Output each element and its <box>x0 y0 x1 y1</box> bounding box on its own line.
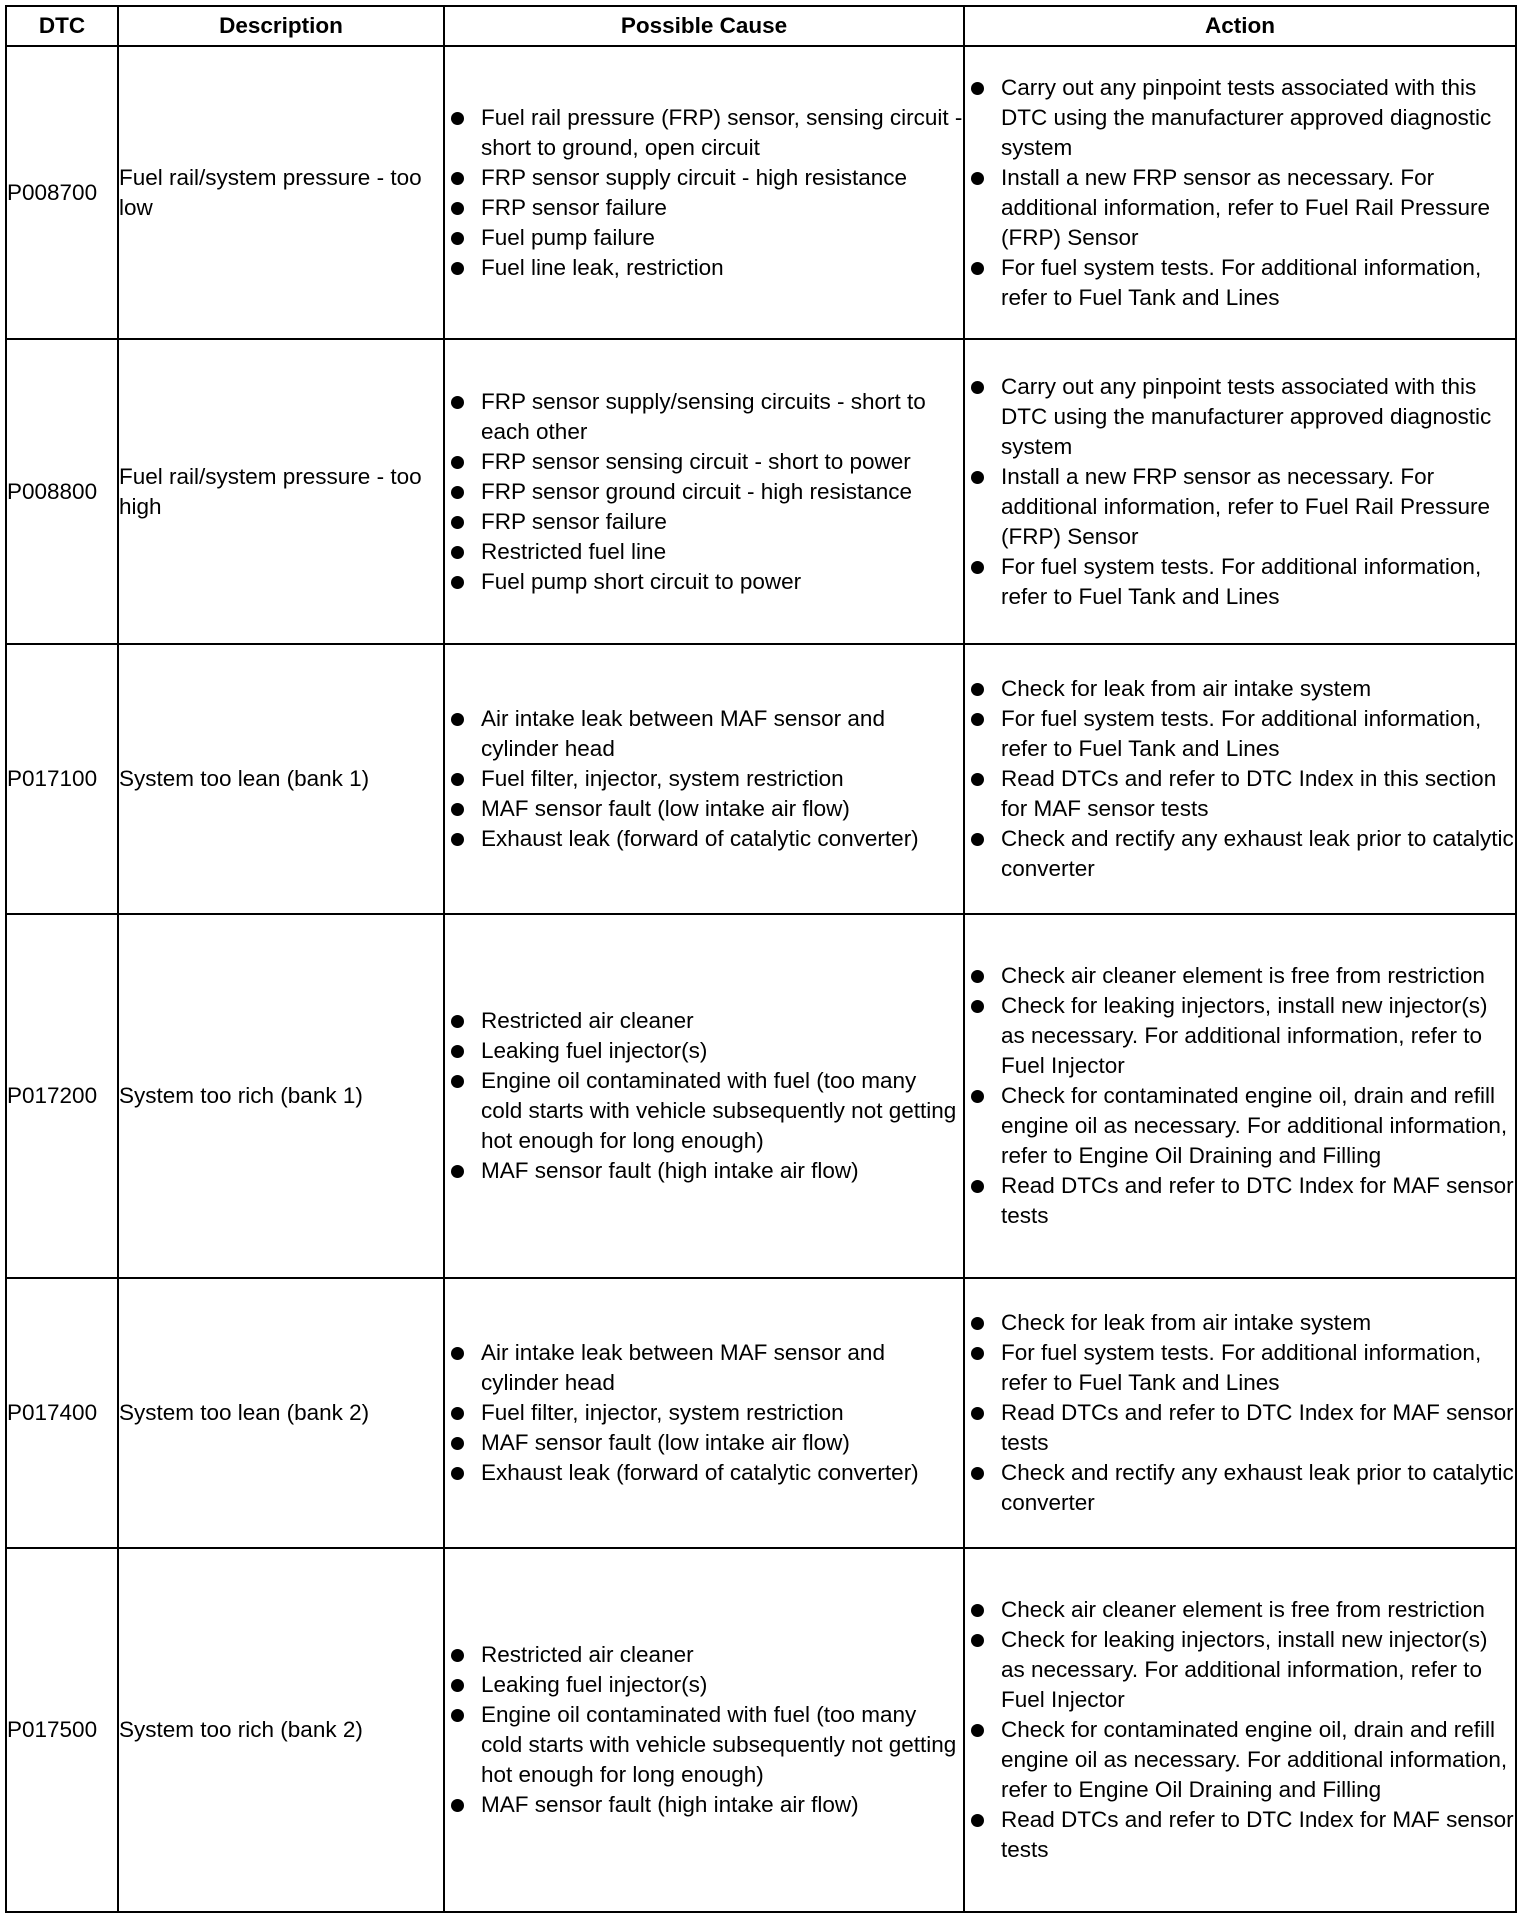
cause-item-text: FRP sensor supply/sensing circuits - short to each other <box>481 388 926 444</box>
bullet-icon <box>971 1317 984 1330</box>
table-row <box>6 914 1516 1278</box>
cause-item <box>445 794 963 824</box>
bullet-icon <box>451 112 464 125</box>
action-item <box>965 674 1515 704</box>
table-body <box>6 46 1516 1912</box>
action-item <box>965 991 1515 1081</box>
bullet-icon <box>451 456 464 469</box>
table-row <box>6 46 1516 339</box>
action-item <box>965 73 1515 163</box>
bullet-icon <box>971 1467 984 1480</box>
bullet-icon <box>971 82 984 95</box>
cause-item-text: Exhaust leak (forward of catalytic converter) <box>481 1460 919 1485</box>
bullet-icon <box>971 471 984 484</box>
table-header <box>6 6 1516 46</box>
action-item <box>965 1715 1515 1805</box>
bullet-icon <box>971 773 984 786</box>
cause-item <box>445 387 963 447</box>
bullet-icon <box>971 1634 984 1647</box>
action-item <box>965 253 1515 313</box>
bullet-icon <box>451 546 464 559</box>
dtc-description: Fuel rail/system pressure - too high <box>118 339 444 644</box>
cause-item <box>445 1066 963 1156</box>
action-item-text: Check and rectify any exhaust leak prior to catalytic converter <box>1001 1460 1514 1515</box>
action-item-text: For fuel system tests. For additional information, refer to Fuel Tank and Lines <box>1001 706 1482 761</box>
action-item-text: Install a new FRP sensor as necessary. For additional information, refer to Fuel Rail Pressure (FRP) Sensor <box>1001 463 1490 549</box>
cause-item-text: Restricted air cleaner <box>481 1008 694 1033</box>
bullet-icon <box>971 970 984 983</box>
cause-item <box>445 1790 963 1820</box>
action-item-text: Read DTCs and refer to DTC Index for MAF sensor tests <box>1001 1807 1514 1862</box>
cause-item-text: MAF sensor fault (low intake air flow) <box>481 1430 850 1455</box>
bullet-icon <box>971 381 984 394</box>
cause-item-text: Air intake leak between MAF sensor and cylinder head <box>481 706 885 761</box>
bullet-icon <box>971 1090 984 1103</box>
action-cell <box>964 644 1516 914</box>
cause-item <box>445 447 963 477</box>
bullet-icon <box>451 1045 464 1058</box>
cause-item <box>445 824 963 854</box>
bullet-icon <box>971 1180 984 1193</box>
bullet-icon <box>451 576 464 589</box>
cause-list <box>445 103 963 283</box>
cause-list <box>445 1338 963 1488</box>
cause-item-text: MAF sensor fault (high intake air flow) <box>481 1158 859 1183</box>
action-item <box>965 1338 1515 1398</box>
dtc-description: System too rich (bank 2) <box>118 1548 444 1912</box>
bullet-icon <box>451 1015 464 1028</box>
cause-item-text: Restricted air cleaner <box>481 1642 694 1667</box>
bullet-icon <box>451 1165 464 1178</box>
dtc-code: P017500 <box>6 1548 118 1912</box>
action-item <box>965 1308 1515 1338</box>
cause-item-text: FRP sensor supply circuit - high resistance <box>481 164 908 190</box>
bullet-icon <box>451 773 464 786</box>
action-item-text: For fuel system tests. For additional information, refer to Fuel Tank and Lines <box>1001 1340 1482 1395</box>
cause-list <box>445 387 963 597</box>
possible-cause-cell <box>444 1548 964 1912</box>
possible-cause-cell <box>444 339 964 644</box>
dtc-code: P017100 <box>6 644 118 914</box>
action-item <box>965 1458 1515 1518</box>
cause-item <box>445 1398 963 1428</box>
cause-item-text: FRP sensor failure <box>481 508 667 534</box>
action-item <box>965 961 1515 991</box>
bullet-icon <box>971 1000 984 1013</box>
bullet-icon <box>451 1467 464 1480</box>
action-item-text: For fuel system tests. For additional information, refer to Fuel Tank and Lines <box>1001 254 1482 310</box>
action-item-text: Carry out any pinpoint tests associated with this DTC using the manufacturer approved diagnostic system <box>1001 74 1492 160</box>
action-item <box>965 552 1515 612</box>
bullet-icon <box>451 1649 464 1662</box>
action-list <box>965 961 1515 1231</box>
document-page <box>5 5 1517 1913</box>
bullet-icon <box>971 1604 984 1617</box>
action-list <box>965 73 1515 313</box>
action-item-text: Install a new FRP sensor as necessary. For additional information, refer to Fuel Rail Pressure (FRP) Sensor <box>1001 164 1490 250</box>
action-item-text: Check and rectify any exhaust leak prior to catalytic converter <box>1001 826 1514 881</box>
bullet-icon <box>451 202 464 215</box>
bullet-icon <box>971 172 984 185</box>
cause-item <box>445 193 963 223</box>
cause-list <box>445 1640 963 1820</box>
cause-item <box>445 537 963 567</box>
table-row <box>6 1548 1516 1912</box>
action-item-text: Check for contaminated engine oil, drain and refill engine oil as necessary. For additional information, refer to Engine Oil Draining and Filling <box>1001 1717 1508 1802</box>
bullet-icon <box>971 683 984 696</box>
cause-item-text: FRP sensor failure <box>481 194 667 220</box>
bullet-icon <box>451 396 464 409</box>
cause-item-text: MAF sensor fault (low intake air flow) <box>481 796 850 821</box>
bullet-icon <box>971 262 984 275</box>
bullet-icon <box>451 833 464 846</box>
cause-item <box>445 223 963 253</box>
bullet-icon <box>971 1724 984 1737</box>
cause-item-text: Air intake leak between MAF sensor and cylinder head <box>481 1340 885 1395</box>
action-item-text: Check air cleaner element is free from restriction <box>1001 963 1485 988</box>
dtc-description: System too lean (bank 2) <box>118 1278 444 1548</box>
dtc-code: P008700 <box>6 46 118 339</box>
action-item <box>965 764 1515 824</box>
action-item <box>965 462 1515 552</box>
action-cell <box>964 1278 1516 1548</box>
bullet-icon <box>451 1075 464 1088</box>
bullet-icon <box>971 561 984 574</box>
action-item <box>965 163 1515 253</box>
cause-item-text: Fuel filter, injector, system restriction <box>481 766 844 791</box>
cause-item <box>445 1338 963 1398</box>
action-cell <box>964 1548 1516 1912</box>
action-item <box>965 1081 1515 1171</box>
action-item-text: Check for contaminated engine oil, drain and refill engine oil as necessary. For additional information, refer to Engine Oil Draining and Filling <box>1001 1083 1508 1168</box>
action-item-text: Read DTCs and refer to DTC Index for MAF sensor tests <box>1001 1173 1514 1228</box>
action-list <box>965 1308 1515 1518</box>
action-item-text: Read DTCs and refer to DTC Index for MAF sensor tests <box>1001 1400 1514 1455</box>
table-row <box>6 339 1516 644</box>
cause-item <box>445 1156 963 1186</box>
cause-item <box>445 1458 963 1488</box>
cause-list <box>445 1006 963 1186</box>
bullet-icon <box>451 1679 464 1692</box>
cause-item <box>445 567 963 597</box>
cause-item-text: Leaking fuel injector(s) <box>481 1038 708 1063</box>
cause-item <box>445 103 963 163</box>
cause-item-text: MAF sensor fault (high intake air flow) <box>481 1792 859 1817</box>
dtc-description: System too rich (bank 1) <box>118 914 444 1278</box>
cause-item-text: Fuel pump failure <box>481 224 655 250</box>
action-item-text: Check air cleaner element is free from restriction <box>1001 1597 1485 1622</box>
action-item-text: Check for leaking injectors, install new injector(s) as necessary. For additional information, refer to Fuel Injector <box>1001 993 1488 1078</box>
action-list <box>965 372 1515 612</box>
table-row <box>6 1278 1516 1548</box>
action-item-text: Check for leak from air intake system <box>1001 1310 1372 1335</box>
dtc-description: System too lean (bank 1) <box>118 644 444 914</box>
action-item <box>965 1171 1515 1231</box>
header-dtc: DTC <box>6 6 118 46</box>
bullet-icon <box>451 232 464 245</box>
cause-item <box>445 1670 963 1700</box>
cause-item-text: Fuel line leak, restriction <box>481 254 724 280</box>
dtc-code: P008800 <box>6 339 118 644</box>
cause-item <box>445 704 963 764</box>
bullet-icon <box>451 803 464 816</box>
cause-list <box>445 704 963 854</box>
bullet-icon <box>451 172 464 185</box>
action-list <box>965 674 1515 884</box>
bullet-icon <box>451 1437 464 1450</box>
action-cell <box>964 914 1516 1278</box>
bullet-icon <box>451 262 464 275</box>
bullet-icon <box>451 486 464 499</box>
table-row <box>6 644 1516 914</box>
dtc-code: P017200 <box>6 914 118 1278</box>
cause-item-text: FRP sensor sensing circuit - short to power <box>481 448 911 474</box>
header-action: Action <box>964 6 1516 46</box>
bullet-icon <box>451 516 464 529</box>
dtc-code: P017400 <box>6 1278 118 1548</box>
cause-item <box>445 764 963 794</box>
cause-item-text: Leaking fuel injector(s) <box>481 1672 708 1697</box>
cause-item <box>445 1036 963 1066</box>
bullet-icon <box>451 1347 464 1360</box>
header-row <box>6 6 1516 46</box>
action-item <box>965 1805 1515 1865</box>
dtc-description: Fuel rail/system pressure - too low <box>118 46 444 339</box>
action-item <box>965 704 1515 764</box>
bullet-icon <box>451 713 464 726</box>
action-item <box>965 1398 1515 1458</box>
cause-item-text: Fuel rail pressure (FRP) sensor, sensing circuit - short to ground, open circuit <box>481 104 963 160</box>
bullet-icon <box>971 1407 984 1420</box>
cause-item-text: Engine oil contaminated with fuel (too many cold starts with vehicle subsequently not getting hot enough for long enough) <box>481 1068 957 1153</box>
possible-cause-cell <box>444 46 964 339</box>
cause-item <box>445 477 963 507</box>
cause-item <box>445 253 963 283</box>
action-item-text: Read DTCs and refer to DTC Index in this section for MAF sensor tests <box>1001 766 1497 821</box>
action-item-text: For fuel system tests. For additional information, refer to Fuel Tank and Lines <box>1001 553 1482 609</box>
action-cell <box>964 46 1516 339</box>
dtc-table <box>5 5 1517 1913</box>
header-possible-cause: Possible Cause <box>444 6 964 46</box>
cause-item-text: Restricted fuel line <box>481 538 667 564</box>
bullet-icon <box>971 1814 984 1827</box>
action-list <box>965 1595 1515 1865</box>
action-item <box>965 824 1515 884</box>
cause-item <box>445 1428 963 1458</box>
bullet-icon <box>451 1407 464 1420</box>
cause-item <box>445 507 963 537</box>
bullet-icon <box>971 1347 984 1360</box>
cause-item <box>445 163 963 193</box>
action-item-text: Check for leaking injectors, install new injector(s) as necessary. For additional information, refer to Fuel Injector <box>1001 1627 1488 1712</box>
action-item <box>965 372 1515 462</box>
cause-item-text: Engine oil contaminated with fuel (too many cold starts with vehicle subsequently not getting hot enough for long enough) <box>481 1702 957 1787</box>
cause-item-text: Fuel filter, injector, system restriction <box>481 1400 844 1425</box>
bullet-icon <box>971 833 984 846</box>
action-cell <box>964 339 1516 644</box>
cause-item-text: Fuel pump short circuit to power <box>481 568 802 594</box>
bullet-icon <box>451 1709 464 1722</box>
cause-item <box>445 1640 963 1670</box>
cause-item <box>445 1006 963 1036</box>
cause-item-text: Exhaust leak (forward of catalytic converter) <box>481 826 919 851</box>
action-item-text: Carry out any pinpoint tests associated with this DTC using the manufacturer approved diagnostic system <box>1001 373 1492 459</box>
action-item-text: Check for leak from air intake system <box>1001 676 1372 701</box>
bullet-icon <box>451 1799 464 1812</box>
action-item <box>965 1595 1515 1625</box>
cause-item <box>445 1700 963 1790</box>
header-description: Description <box>118 6 444 46</box>
cause-item-text: FRP sensor ground circuit - high resistance <box>481 478 913 504</box>
possible-cause-cell <box>444 644 964 914</box>
bullet-icon <box>971 713 984 726</box>
possible-cause-cell <box>444 914 964 1278</box>
possible-cause-cell <box>444 1278 964 1548</box>
action-item <box>965 1625 1515 1715</box>
